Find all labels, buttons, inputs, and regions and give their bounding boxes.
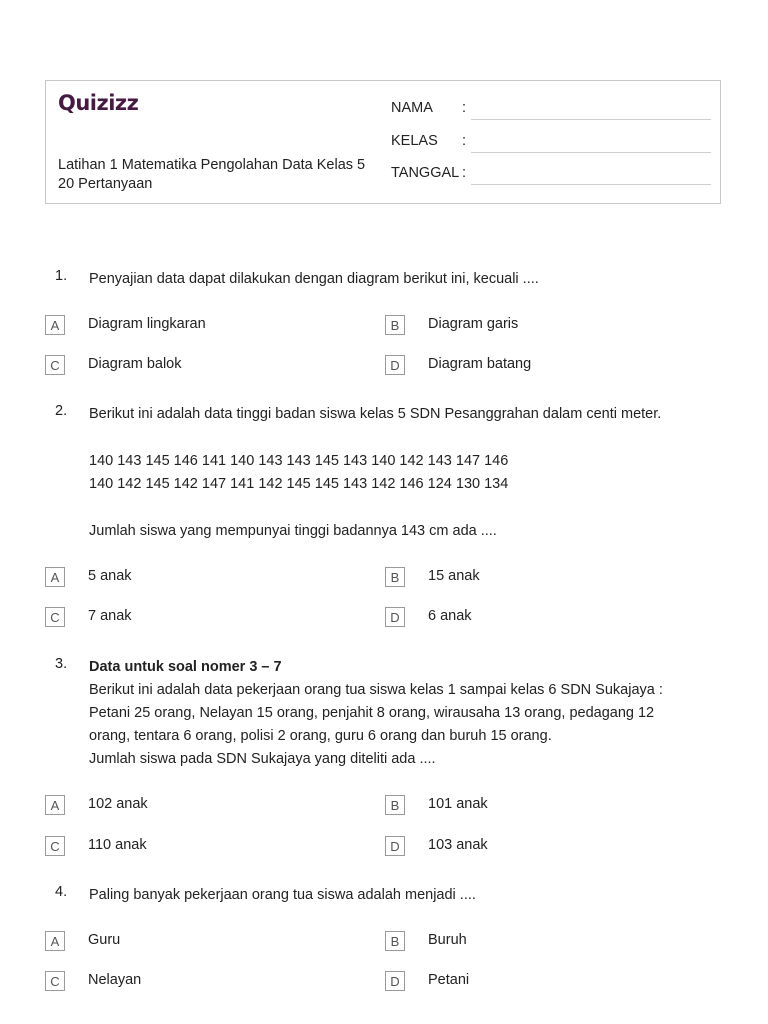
option-letter: D	[385, 971, 405, 991]
data-line: 140 143 145 146 141 140 143 143 145 143 140 142 143 147 146	[89, 453, 509, 469]
question-count: 20 Pertanyaan	[58, 176, 153, 192]
quizizz-logo: Quizizz	[58, 91, 139, 115]
option-letter: B	[385, 315, 405, 335]
question-text	[89, 884, 719, 907]
date-colon: :	[462, 165, 467, 181]
class-colon: :	[462, 133, 467, 149]
data-line: 140 142 145 142 147 141 142 145 145 143 142 146 124 130 134	[89, 476, 509, 492]
date-label: TANGGAL	[391, 165, 460, 181]
option-text: 110 anak	[88, 837, 147, 853]
question-prompt: Jumlah siswa pada SDN Sukajaya yang diteliti ada ....	[89, 751, 436, 767]
question-number: 4.	[55, 884, 68, 900]
question-number: 2.	[55, 403, 68, 419]
class-label: KELAS	[391, 133, 438, 149]
date-field[interactable]	[391, 165, 711, 185]
question-stem: Berikut ini adalah data pekerjaan orang tua siswa kelas 1 sampai kelas 6 SDN Sukajaya :	[89, 682, 663, 698]
option-letter: A	[45, 795, 65, 815]
class-field[interactable]	[391, 133, 711, 153]
option-text: 5 anak	[88, 568, 132, 584]
question-text	[89, 268, 719, 291]
option-letter: C	[45, 836, 65, 856]
option-letter: A	[45, 567, 65, 587]
option-text: Diagram balok	[88, 356, 182, 372]
option-letter: A	[45, 931, 65, 951]
question-prompt: Jumlah siswa yang mempunyai tinggi badannya 143 cm ada ....	[89, 523, 497, 539]
date-line[interactable]	[471, 184, 711, 185]
name-colon: :	[462, 100, 467, 116]
question-stem: Paling banyak pekerjaan orang tua siswa adalah menjadi ....	[89, 887, 476, 903]
name-label: NAMA	[391, 100, 433, 116]
option-text: 7 anak	[88, 608, 132, 624]
option-letter: B	[385, 931, 405, 951]
option-letter: D	[385, 355, 405, 375]
question-number: 1.	[55, 268, 68, 284]
option-text: 102 anak	[88, 796, 148, 812]
option-letter: A	[45, 315, 65, 335]
option-letter: C	[45, 607, 65, 627]
option-text: Buruh	[428, 932, 467, 948]
option-text: Nelayan	[88, 972, 142, 988]
option-letter: C	[45, 971, 65, 991]
option-text: Guru	[88, 932, 121, 948]
question-text	[89, 403, 719, 543]
question-stem: Berikut ini adalah data tinggi badan siswa kelas 5 SDN Pesanggrahan dalam centi meter.	[89, 406, 662, 422]
quiz-title: Latihan 1 Matematika Pengolahan Data Kelas 5	[58, 157, 366, 173]
option-text: 101 anak	[428, 796, 488, 812]
quiz-title-block	[58, 156, 365, 194]
question-text	[89, 656, 719, 771]
question-stem: Petani 25 orang, Nelayan 15 orang, penjahit 8 orang, wirausaha 13 orang, pedagang 12	[89, 705, 655, 721]
question-stem: orang, tentara 6 orang, polisi 2 orang, guru 6 orang dan buruh 15 orang.	[89, 728, 552, 744]
option-text: Diagram lingkaran	[88, 316, 206, 332]
option-letter: D	[385, 836, 405, 856]
option-text: 15 anak	[428, 568, 480, 584]
option-letter: C	[45, 355, 65, 375]
worksheet-header	[45, 80, 721, 204]
question-stem: Penyajian data dapat dilakukan dengan diagram berikut ini, kecuali ....	[89, 271, 539, 287]
option-text: Petani	[428, 972, 470, 988]
name-line[interactable]	[471, 119, 711, 120]
option-letter: B	[385, 795, 405, 815]
option-text: Diagram batang	[428, 356, 532, 372]
class-line[interactable]	[471, 152, 711, 153]
name-field[interactable]	[391, 100, 711, 120]
option-text: 103 anak	[428, 837, 488, 853]
question-number: 3.	[55, 656, 68, 672]
option-text: Diagram garis	[428, 316, 519, 332]
option-text: 6 anak	[428, 608, 472, 624]
option-letter: D	[385, 607, 405, 627]
option-letter: B	[385, 567, 405, 587]
question-heading: Data untuk soal nomer 3 – 7	[89, 659, 282, 675]
